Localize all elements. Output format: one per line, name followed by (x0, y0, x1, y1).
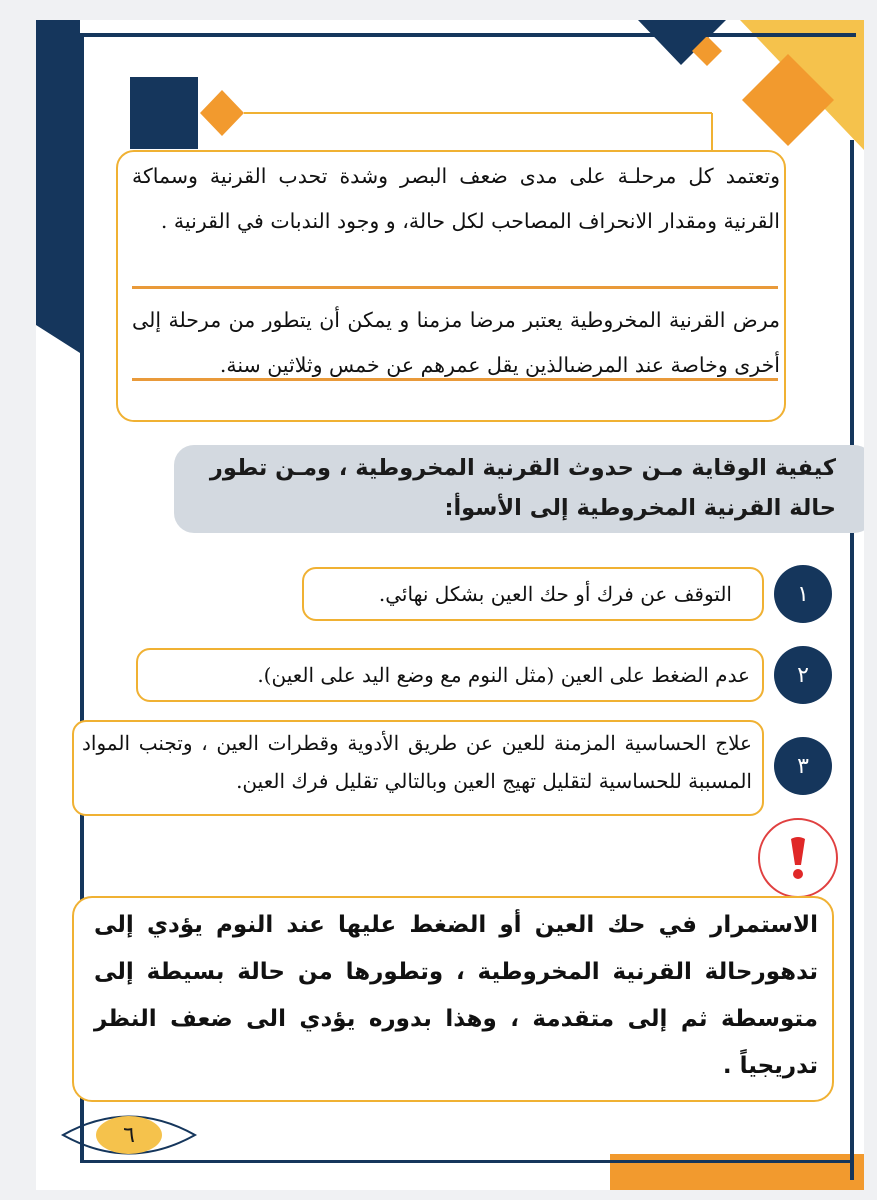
step-2-number: ٢ (774, 646, 832, 704)
navy-left-band (36, 20, 80, 353)
exclamation-icon (787, 835, 809, 881)
orange-diamond-title (200, 90, 244, 136)
warning-text: الاستمرار في حك العين أو الضغط عليها عند النوم يؤدي إلى تدهورحالة القرنية المخروطية ، وتطورها من حالة بسيطة إلى متوسطة ثم إلى متقدمة ، وهذا بدوره يؤدي الى ضعف النظر تدريجياً . (94, 912, 818, 1079)
frame-right (850, 140, 854, 1180)
step-3-number: ٣ (774, 737, 832, 795)
step-2-text: عدم الضغط على العين (مثل النوم مع وضع اليد على العين). (257, 663, 750, 687)
divider-top (132, 286, 778, 289)
step-1-number: ١ (774, 565, 832, 623)
intro-paragraph-1: وتعتمد كل مرحلـة على مدى ضعف البصر وشدة تحدب القرنية وسماكة القرنية ومقدار الانحراف المصاحب لكل حالة، و وجود الندبات في القرنية . (132, 164, 780, 233)
prevention-heading: كيفية الوقاية مـن حدوث القرنية المخروطية ، ومـن تطور حالة القرنية المخروطية إلى الأسوأ: (209, 455, 836, 521)
step-3-text: علاج الحساسية المزمنة للعين عن طريق الأدوية وقطرات العين ، وتجنب المواد المسببة للحساسية لتقليل تهيج العين وبالتالي تقليل فرك العين. (82, 731, 752, 793)
step-1-text: التوقف عن فرك أو حك العين بشكل نهائي. (378, 582, 732, 606)
page (36, 20, 864, 1190)
divider-bottom (132, 378, 778, 381)
intro-paragraph-2: مرض القرنية المخروطية يعتبر مرضا مزمنا و يمكن أن يتطور من مرحلة إلى أخرى وخاصة عند المرضىالذين يقل عمرهم عن خمس وثلاثين سنة. (132, 308, 780, 377)
page-number: ٦ (96, 1116, 162, 1154)
alert-circle (758, 818, 838, 898)
frame-top (80, 33, 856, 37)
navy-square (130, 77, 198, 149)
